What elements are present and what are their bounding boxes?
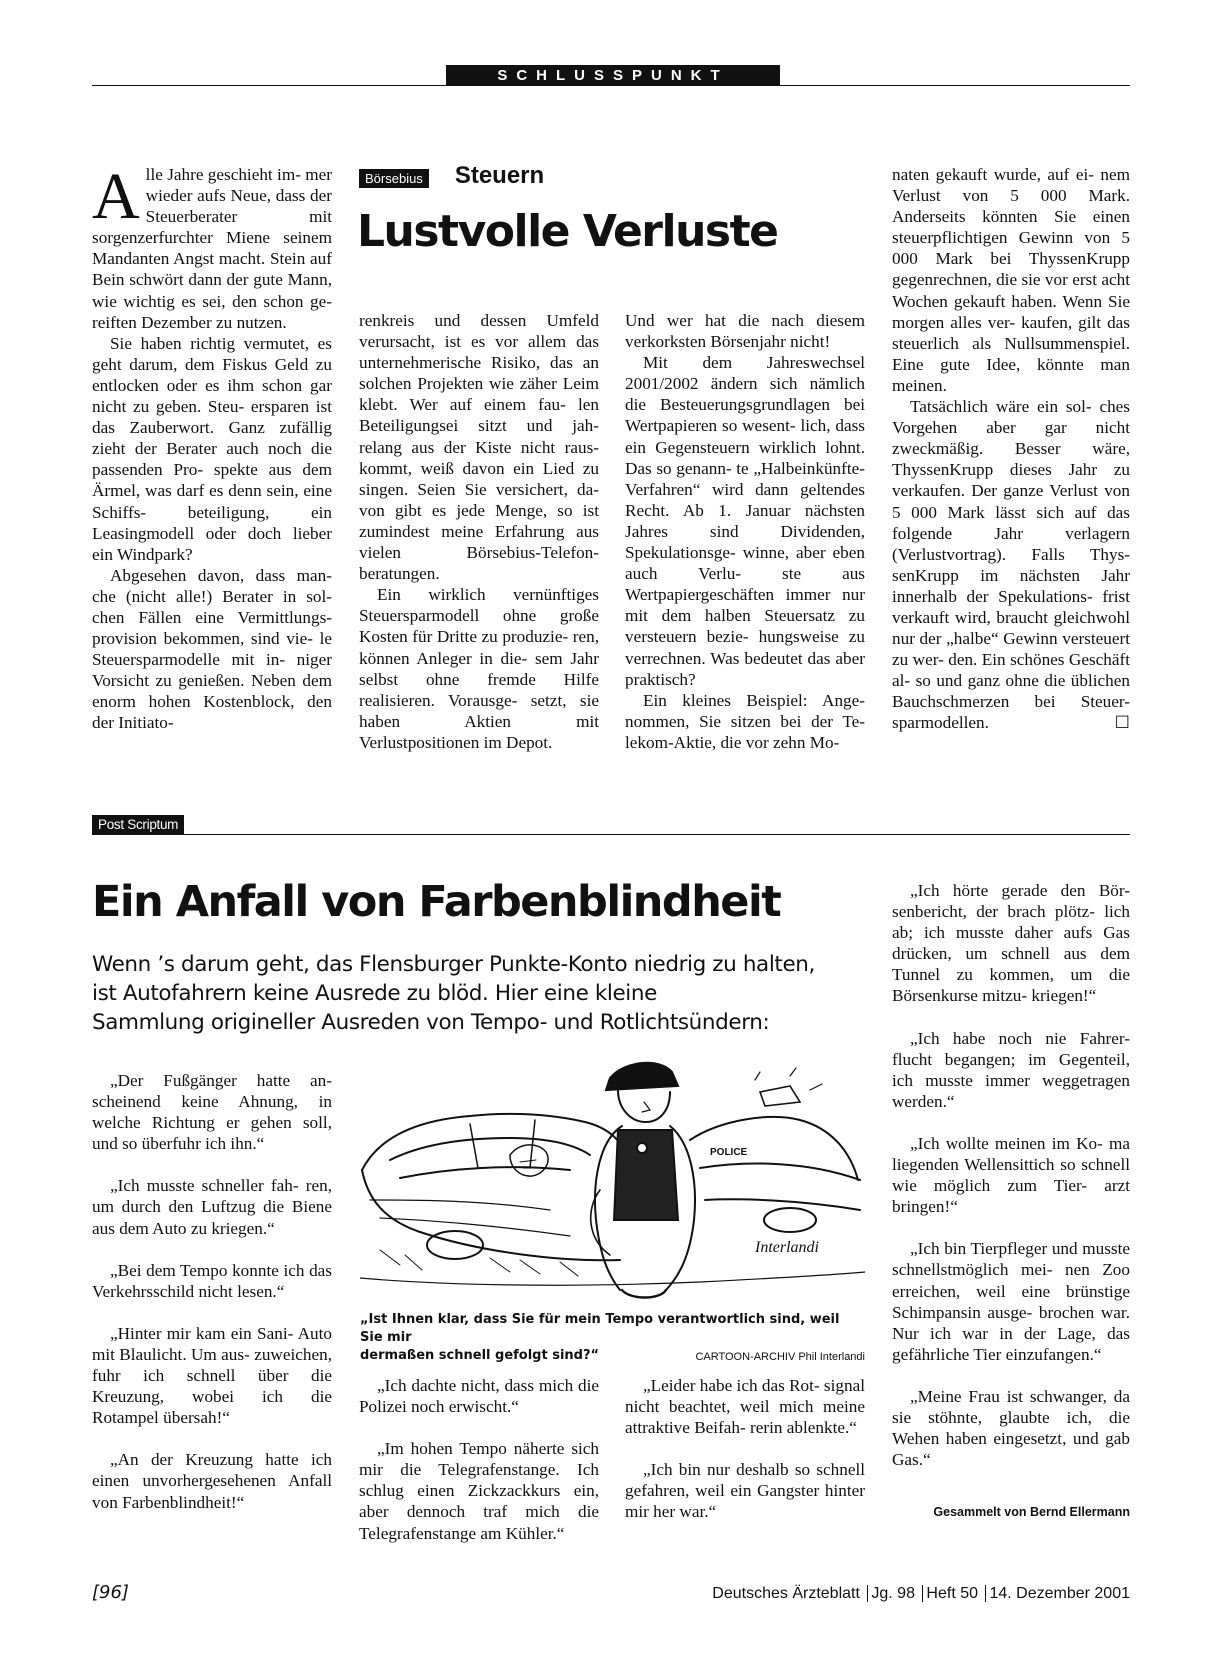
cartoon-caption [360, 1311, 865, 1365]
police-cartoon-illustration [360, 1050, 865, 1312]
article2-title: Ein Anfall von Farbenblindheit [92, 877, 781, 927]
cartoon-credit: CARTOON-ARCHIV Phil Interlandi [695, 1351, 865, 1363]
cartoon-image [360, 1050, 865, 1312]
article1-header-line [359, 162, 544, 190]
quote: „Der Fußgänger hatte an- scheinend keine Ahnung, in welche Richtung er gehen soll, und so überfuhr ich ihn.“ [92, 1071, 332, 1154]
post-scriptum-tag-wrap [92, 815, 184, 834]
journal-name: Deutsches Ärzteblatt [712, 1585, 860, 1602]
quotes-column-left [92, 1070, 332, 1534]
section-label: Steuern [454, 162, 545, 189]
article1-column-2 [359, 310, 599, 753]
lead-line-2: ist Autofahrern keine Ausrede zu blöd. Hier eine kleine [92, 981, 657, 1006]
quote: „Ich musste schneller fah- ren, um durch den Luftzug die Biene aus dem Auto zu kriegen.“ [92, 1176, 332, 1238]
end-mark-icon: ☐ [1114, 713, 1130, 733]
borsebius-tag: Börsebius [359, 169, 429, 188]
article1-column-4 [892, 164, 1130, 734]
section-kicker: SCHLUSSPUNKT [446, 65, 780, 86]
volume: Jg. 98 [871, 1585, 915, 1602]
lead-line-1: Wenn ’s darum geht, das Flensburger Punkte-Konto niedrig zu halten, [92, 952, 815, 977]
quote: „Leider habe ich das Rot- signal nicht beachtet, weil mich meine attraktive Beifah- rerin ablenkte.“ [625, 1376, 865, 1438]
article1-col1-para1: lle Jahre geschieht im- mer wieder aufs Neue, dass der Steuerberater mit sorgenzerfurchter Miene seinem Mandanten Angst macht. Stein auf Bein schwört dann der gute Mann, wie wichtig es sei, den schon ge- reiften Dezember zu nutzen. [92, 165, 332, 332]
quotes-column-mid1 [359, 1375, 599, 1565]
quote: „Meine Frau ist schwanger, da sie stöhnte, glaubte ich, die Wehen haben eingesetzt, und gab Gas.“ [892, 1386, 1130, 1470]
footer-info [712, 1585, 1130, 1603]
quote: „Ich hörte gerade den Bör- senbericht, der brach plötz- lich ab; ich musste daher aufs Gas drücken, um schnell aus dem Tunnel zu kommen, um die Börsenkurse mitzu- kriegen!“ [892, 881, 1130, 1006]
post-scriptum-tag: Post Scriptum [92, 815, 184, 834]
quote: „Hinter mir kam ein Sani- Auto mit Blaulicht. Um aus- zuweichen, fuhr ich schnell über die Kreuzung, wobei ich die Rotampel übersah!“ [92, 1323, 332, 1428]
quote: „Ich bin nur deshalb so schnell gefahren, weil ein Gangster hinter mir her war.“ [625, 1460, 865, 1522]
article2-lead [92, 950, 852, 1037]
quotes-column-right [892, 880, 1130, 1491]
drop-cap: A [92, 160, 140, 233]
byline: Gesammelt von Bernd Ellermann [933, 1505, 1130, 1519]
article1-col4-para2: Tatsächlich wäre ein sol- ches Vorgehen aber gar nicht zweckmäßig. Besser wäre, ThyssenKrupp dieses Jahr zu verkaufen. Der ganze Verlust von 5 000 Mark lässt sich auf das folgende Jahr verlagern (Verlustvortrag). Falls Thys- senKrupp im nächsten Jahr innerhalb der Spekulations- frist verkauft wird, braucht gleichwohl nur der „halbe“ Gewinn versteuert zu wer- den. Ein schönes Geschäft al- so und ganz ohne die üblichen Bauchschmerzen bei Steuer- sparmodellen. ☐ [892, 397, 1130, 733]
article1-col1-para3: Abgesehen davon, dass man- che (nicht alle!) Berater in sol- chen Fällen eine Vermittlungs- provision bekommen, sind vie- le Steuersparmodelle mit in- niger Vorsicht zu genießen. Neben dem enorm hohen Kostenblock, den der Initiato- [92, 565, 332, 733]
article1-col2-para1: renkreis und dessen Umfeld verursacht, ist es vor allem das unternehmerische Risiko, das an solchen Projekten wie zäher Leim klebt. Wer auf einem fau- len Beteiligungsei sitzt und jah- relang aus der Kiste nicht raus- kommt, weiß davon ein Lied zu singen. Seien Sie versichert, da- von gibt es jede Menge, so ist zumindest meine Erfahrung aus vielen Börsebius-Telefon- beratungen. [359, 311, 599, 584]
issue-date: 14. Dezember 2001 [989, 1585, 1130, 1602]
quote: „Ich dachte nicht, dass mich die Polizei noch erwischt.“ [359, 1376, 599, 1417]
quote: „Ich habe noch nie Fahrer- flucht begangen; im Gegenteil, ich musste immer weggetragen werden.“ [892, 1028, 1130, 1111]
cartoon-signature: Interlandi [755, 1239, 819, 1256]
article1-title: Lustvolle Verluste [357, 206, 778, 257]
article1-col3-para1: Und wer hat die nach diesem verkorksten Börsenjahr nicht! [625, 311, 865, 352]
police-car-text: POLICE [710, 1147, 748, 1158]
article1-col2-para2: Ein wirklich vernünftiges Steuersparmodell ohne große Kosten für Dritte zu produzie- ren, können Anleger in die- sem Jahr selbst ohne fremde Hilfe realisieren. Vorausge- setzt, sie haben Aktien mit Verlustpositionen im Depot. [359, 585, 599, 752]
quotes-column-mid2 [625, 1375, 865, 1544]
article2-rule [92, 834, 1130, 835]
quote: „Ich wollte meinen im Ko- ma liegenden Wellensittich so schnell wie möglich zum Tier- arzt bringen!“ [892, 1133, 1130, 1217]
article1-column-3 [625, 310, 865, 753]
quote: „Im hohen Tempo näherte sich mir die Telegrafenstange. Ich schlug einen Zickzackkurs ein, aber dennoch traf mich die Telegrafenstange am Kühler.“ [359, 1439, 599, 1543]
page-number: [96] [92, 1582, 129, 1603]
caption-line-1: „Ist Ihnen klar, dass Sie für mein Tempo verantwortlich sind, weil Sie mir [360, 1312, 840, 1345]
issue: Heft 50 [926, 1585, 979, 1602]
quote: „An der Kreuzung hatte ich einen unvorhergesehenen Anfall von Farbenblindheit!“ [92, 1450, 332, 1512]
article1-col4-para1: naten gekauft wurde, auf ei- nem Verlust von 5 000 Mark. Anderseits könnten Sie einen steuerpflichtigen Gewinn von 5 000 Mark bei ThyssenKrupp gegenrechnen, die sie vor erst acht Wochen gekauft haben. Wenn Sie morgen alles ver- kaufen, gilt das steuerlich als Nullsummenspiel. Eine gute Idee, könnte man meinen. [892, 165, 1130, 395]
article1-col3-para3: Ein kleines Beispiel: Ange- nommen, Sie sitzen bei der Te- lekom-Aktie, die vor zehn Mo- [625, 690, 865, 752]
caption-line-2: dermaßen schnell gefolgt sind?“ [360, 1348, 600, 1363]
quote: „Bei dem Tempo konnte ich das Verkehrsschild nicht lesen.“ [92, 1260, 332, 1301]
article1-col1-para2: Sie haben richtig vermutet, es geht darum, dem Fiskus Geld zu entlocken oder es ihm schon gar nicht zu geben. Steu- ersparen ist das Zauberwort. Ganz zufällig zieht der Berater auch noch die passenden Pro- spekte aus dem Ärmel, was darf es denn sein, eine Schiffs- beteiligung, ein Leasingmodell oder doch lieber ein Windpark? [92, 333, 332, 564]
article1-column-1 [92, 160, 332, 734]
quote: „Ich bin Tierpfleger und musste schnellstmöglich mei- nen Zoo erreichen, weil eine brünstige Schimpansin ausge- brochen war. Nur ich war in der Lage, das gefährliche Tier einzufangen.“ [892, 1239, 1130, 1364]
article1-col3-para2: Mit dem Jahreswechsel 2001/2002 ändern sich nämlich die Besteuerungsgrundlagen bei Wertpapieren so wesent- lich, dass ein Gegensteuern wirklich lohnt. Das so genann- te „Halbeinkünfte-Verfahren“ wird dann geltendes Recht. Ab 1. Januar nächsten Jahres sind Dividenden, Spekulationsge- winne, aber eben auch Verlu- ste aus Wertpapiergeschäften immer nur mit dem halben Steuersatz zu versteuern bezie- hungsweise zu verrechnen. Was bedeutet das aber praktisch? [625, 353, 865, 689]
lead-line-3: Sammlung origineller Ausreden von Tempo- und Rotlichtsündern: [92, 1010, 770, 1035]
